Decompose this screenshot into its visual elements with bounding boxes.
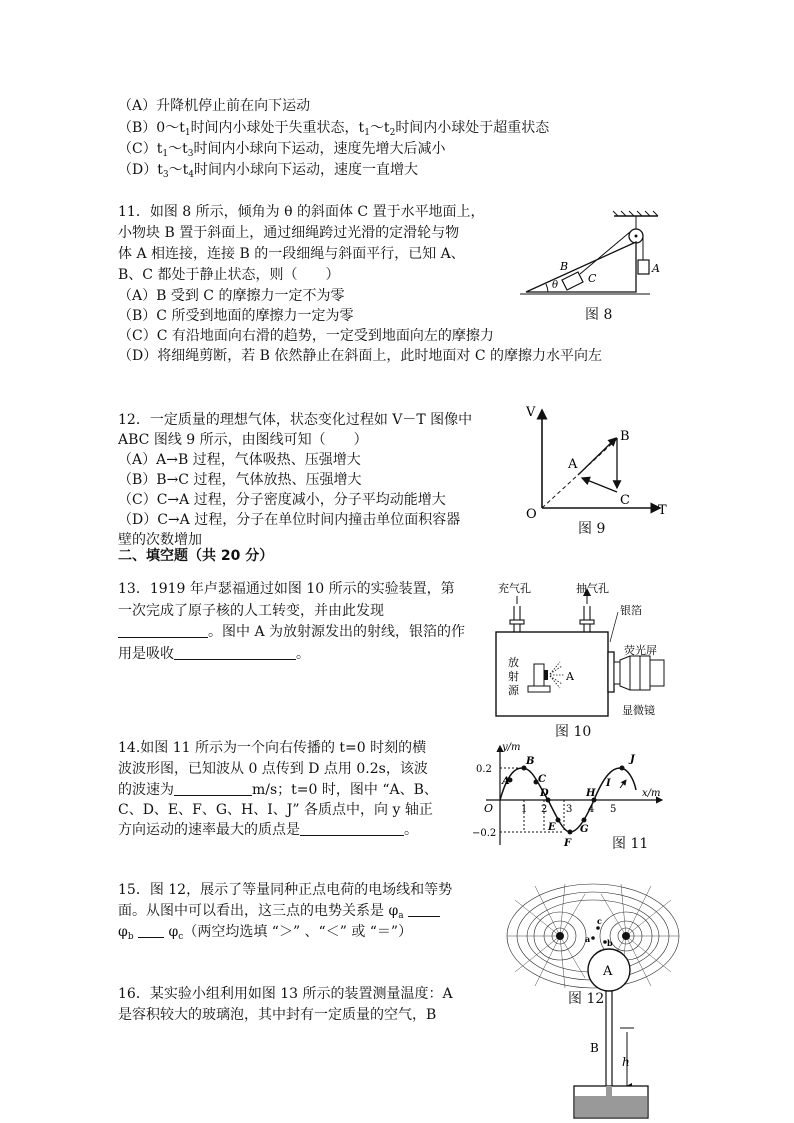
q11-stem-line4: B、C 都处于静止状态，则（ ） xyxy=(118,267,340,283)
fig10-foil-label: 银箔 xyxy=(620,604,642,617)
fig12-point-b: b xyxy=(607,938,613,948)
q12-option-d-line2: 壁的次数增加 xyxy=(118,532,202,548)
q13-stem-line3: 。图中 A 为放射源发出的射线，银箔的作 xyxy=(118,622,465,642)
figure-13-thermometer xyxy=(568,946,658,1120)
figure-10-rutherford-apparatus xyxy=(490,582,670,722)
q15-blank-2[interactable] xyxy=(138,923,164,938)
fig11-point-j: J xyxy=(630,754,635,765)
q15-stem-line2: 面。从图中可以看出，这三点的电势关系是 $\varphi_a$ xyxy=(118,901,440,926)
q14-blank-2[interactable] xyxy=(300,821,404,836)
fig10-outlet-label: 抽气孔 xyxy=(576,582,609,595)
fig12-point-a: a xyxy=(585,934,591,944)
fig11-tick-x1: 1 xyxy=(521,804,528,815)
fig10-ray-label: A xyxy=(566,670,574,683)
figure-9-vt-graph xyxy=(520,400,670,520)
figure-11-caption: 图 11 xyxy=(612,836,649,852)
fig10-microscope-label: 显微镜 xyxy=(622,704,655,717)
q13-blank-2[interactable] xyxy=(174,645,296,660)
fig11-point-a: A xyxy=(502,776,510,787)
fig10-screen-label: 荧光屏 xyxy=(624,644,657,657)
q13-stem-line2: 一次完成了原子核的人工转变，并由此发现 xyxy=(118,603,384,619)
fig13-bulb-label: A xyxy=(603,964,613,979)
q14-stem-line5: 方向运动的速率最大的质点是 。 xyxy=(118,822,418,838)
q15-blank-1[interactable] xyxy=(408,902,440,917)
q14-stem-line1: 14.如图 11 所示为一个向右传播的 t=0 时刻的横 xyxy=(118,740,427,756)
fig9-a-label: A xyxy=(568,457,578,472)
fig11-point-h: H xyxy=(586,788,596,799)
fig11-tick-x4: 4 xyxy=(588,804,595,815)
fig11-tick-y-neg: −0.2 xyxy=(472,828,497,839)
q15-stem-line3: $\varphi_b$ $\varphi_c$（两空均选填 “＞” 、“＜” 或 “＝”） xyxy=(118,924,413,942)
fig9-b-label: B xyxy=(620,429,630,444)
q16-stem-line2: 是容积较大的玻璃泡，其中封有一定质量的空气，B xyxy=(118,1007,437,1023)
q14-stem-line4: C、D、E、F、G、H、I、J” 各质点中，向 y 轴正 xyxy=(118,802,433,818)
q10-option-d: $(D)t_3\sim t_4$时间内小球向下运动，速度一直增大 xyxy=(118,162,418,180)
fig10-inlet-label: 充气孔 xyxy=(498,582,531,595)
q10-option-b: $(B)0\sim t_1$时间内小球处于失重状态，$t_1\sim t_2$时间内小球处于超重状态 xyxy=(118,120,550,138)
q11-option-b: （B）C 所受到地面的摩擦力一定为零 xyxy=(118,308,354,324)
fig11-tick-x5: 5 xyxy=(610,804,617,815)
fig8-label-c: C xyxy=(588,272,597,285)
fig11-tick-x3: 3 xyxy=(566,804,573,815)
fig8-label-theta: θ xyxy=(552,280,559,291)
q11-stem-line3: 体 A 相连接，连接 B 的一段细绳与斜面平行，已知 A、 xyxy=(118,246,465,262)
fig10-source-label-3: 源 xyxy=(508,684,519,697)
q14-blank-1[interactable] xyxy=(174,781,252,796)
q12-option-a: （A）A→B 过程，气体吸热、压强增大 xyxy=(118,452,361,468)
fig9-c-label: C xyxy=(620,493,630,508)
fig11-point-b: B xyxy=(526,756,535,767)
fig11-y-axis-label: y/m xyxy=(502,742,521,753)
figure-12-caption: 图 12 xyxy=(568,991,605,1007)
fig11-point-i: I xyxy=(606,778,611,789)
fig8-label-b: B xyxy=(560,260,569,273)
figure-9-caption: 图 9 xyxy=(578,521,606,537)
fig11-point-g: G xyxy=(580,824,589,835)
q14-stem-line2: 波波形图，已知波从 0 点传到 D 点用 0.2s，该波 xyxy=(118,761,428,777)
figure-10-caption: 图 10 xyxy=(555,724,592,740)
fig9-v-label: V xyxy=(526,405,536,420)
q10-option-a: （A）升降机停止前在向下运动 xyxy=(118,98,311,114)
fig8-label-a: A xyxy=(652,262,660,275)
fig11-tick-x2: 2 xyxy=(541,804,548,815)
q12-option-b: （B）B→C 过程，气体放热、压强增大 xyxy=(118,472,362,488)
fig13-height-label: h xyxy=(622,1055,630,1069)
fig11-origin-label: O xyxy=(484,802,494,815)
q11-option-d: （D）将细绳剪断，若 B 依然静止在斜面上，此时地面对 C 的摩擦力水平向左 xyxy=(118,348,603,364)
q11-stem-line2: 小物块 B 置于斜面上，通过细绳跨过光滑的定滑轮与物 xyxy=(118,225,460,241)
q11-option-a: （A）B 受到 C 的摩擦力一定不为零 xyxy=(118,288,345,304)
section-2-title: 二、填空题（共 20 分） xyxy=(118,548,274,564)
fig9-origin-label: O xyxy=(526,507,537,522)
fig11-point-c: C xyxy=(538,774,546,785)
q11-option-c: （C）C 有沿地面向右滑的趋势，一定受到地面向左的摩擦力 xyxy=(118,328,494,344)
fig11-x-axis-label: x/m xyxy=(642,788,661,799)
figure-8-caption: 图 8 xyxy=(585,307,613,323)
q12-stem-line1: 12．一定质量的理想气体，状态变化过程如 V－T 图像中 xyxy=(118,412,473,428)
q13-blank-1[interactable] xyxy=(118,623,208,638)
fig10-source-label-1: 放 xyxy=(508,656,519,669)
fig11-tick-y-pos: 0.2 xyxy=(476,764,492,775)
fig11-point-d: D xyxy=(540,788,549,799)
fig11-point-e: E xyxy=(548,822,556,833)
fig9-t-label: T xyxy=(658,503,667,518)
fig13-tube-label: B xyxy=(590,1041,599,1055)
q12-option-c: （C）C→A 过程，分子密度减小，分子平均动能增大 xyxy=(118,492,446,508)
fig12-point-c: c xyxy=(597,916,602,926)
q11-stem-line1: 11．如图 8 所示，倾角为 θ 的斜面体 C 置于水平地面上， xyxy=(118,204,485,220)
q13-stem-line4: 用是吸收 。 xyxy=(118,646,310,662)
q16-stem-line1: 16．某实验小组利用如图 13 所示的装置测量温度：A xyxy=(118,986,453,1002)
q10-option-c: $(C)t_1\sim t_3$时间内小球向下运动，速度先增大后减小 xyxy=(118,141,446,159)
figure-8-incline xyxy=(518,208,678,300)
q13-stem-line1: 13．1919 年卢瑟福通过如图 10 所示的实验装置，第 xyxy=(118,581,455,597)
fig11-point-f: F xyxy=(564,838,572,849)
q15-stem-line1: 15．图 12，展示了等量同种正点电荷的电场线和等势 xyxy=(118,882,453,898)
q14-stem-line3: 的波速为 m/s；t=0 时，图中 “A、B、 xyxy=(118,782,438,798)
fig10-source-label-2: 射 xyxy=(508,670,519,683)
q12-stem-line2: ABC 图线 9 所示，由图线可知（ ） xyxy=(118,432,368,448)
q12-option-d-line1: （D）C→A 过程，分子在单位时间内撞击单位面积容器 xyxy=(118,512,461,528)
